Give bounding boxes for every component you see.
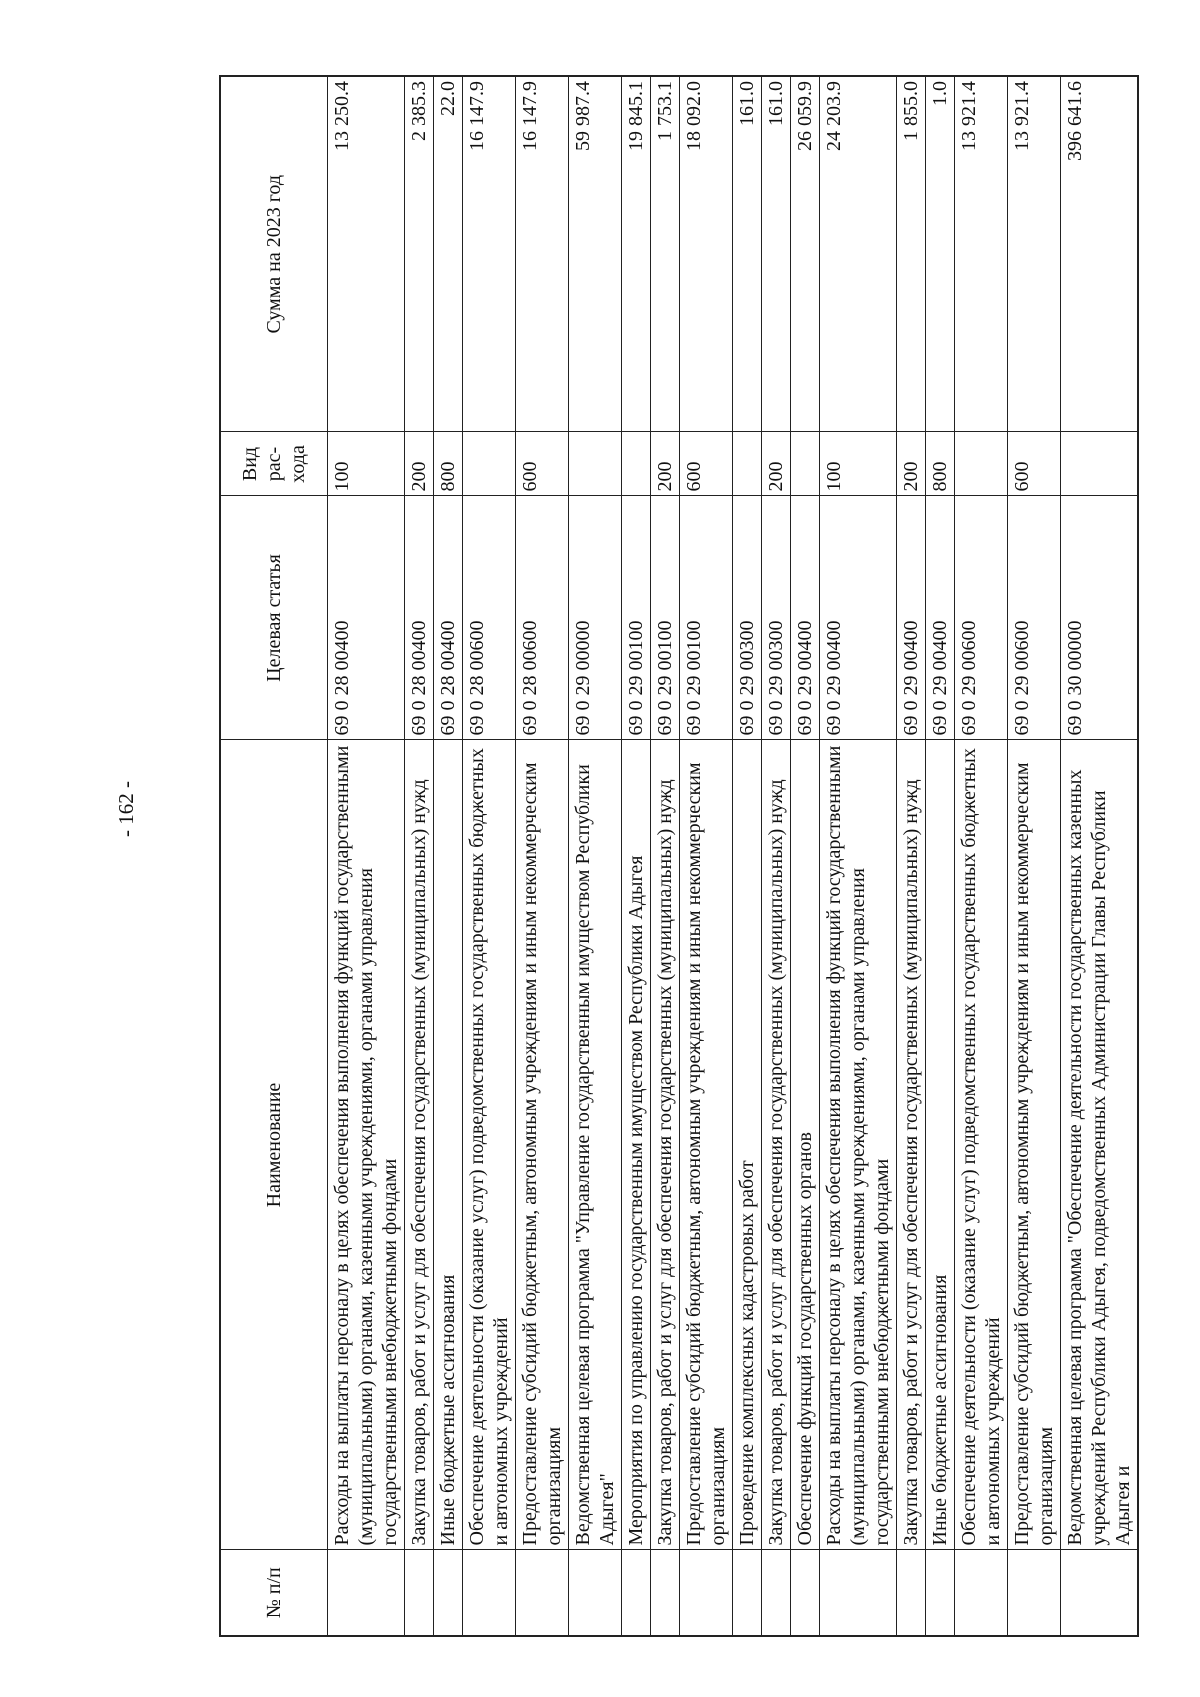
- cell-name: Мероприятия по управлению государственным имуществом Республики Адыгея: [622, 740, 651, 1550]
- cell-sum: 13 921.4: [955, 76, 1008, 432]
- cell-name: Ведомственная целевая программа "Обеспечение деятельности государственных казенных учреждений Республики Адыгея, подведомственных Администрации Главы Республики Адыгея и: [1061, 740, 1139, 1550]
- cell-code: 69 0 28 00400: [405, 496, 434, 740]
- cell-name: Расходы на выплаты персоналу в целях обеспечения выполнения функций государственными (муниципальными) органами, казенными учреждениями, органами управления государственными внебюджетными фондами: [328, 740, 405, 1550]
- cell-type: 200: [405, 432, 434, 496]
- cell-name: Иные бюджетные ассигнования: [434, 740, 463, 1550]
- cell-num: [820, 1550, 897, 1636]
- cell-name: Проведение комплексных кадастровых работ: [733, 740, 762, 1550]
- cell-code: 69 0 29 00100: [680, 496, 733, 740]
- cell-sum: 396 641.6: [1061, 76, 1139, 432]
- table-row: [569, 76, 622, 1636]
- cell-type: 200: [762, 432, 791, 496]
- cell-name: Закупка товаров, работ и услуг для обеспечения государственных (муниципальных) нужд: [897, 740, 926, 1550]
- cell-code: 69 0 29 00600: [1008, 496, 1061, 740]
- cell-type: 600: [680, 432, 733, 496]
- cell-code: 69 0 29 00300: [762, 496, 791, 740]
- cell-sum: 19 845.1: [622, 76, 651, 432]
- cell-code: 69 0 29 00100: [622, 496, 651, 740]
- cell-code: 69 0 28 00400: [328, 496, 405, 740]
- cell-code: 69 0 29 00400: [897, 496, 926, 740]
- cell-sum: 13 921.4: [1008, 76, 1061, 432]
- cell-code: 69 0 29 00400: [926, 496, 955, 740]
- cell-name: Предоставление субсидий бюджетным, автономным учреждениям и иным некоммерческим организациям: [1008, 740, 1061, 1550]
- cell-num: [791, 1550, 820, 1636]
- table-row: [680, 76, 733, 1636]
- cell-sum: 59 987.4: [569, 76, 622, 432]
- cell-sum: 13 250.4: [328, 76, 405, 432]
- cell-name: Обеспечение деятельности (оказание услуг) подведомственных государственных бюджетных и автономных учреждений: [955, 740, 1008, 1550]
- table-row: [926, 76, 955, 1636]
- table-row: [733, 76, 762, 1636]
- cell-type: 800: [434, 432, 463, 496]
- cell-sum: 161.0: [733, 76, 762, 432]
- table-row: [463, 76, 516, 1636]
- cell-code: 69 0 28 00600: [516, 496, 569, 740]
- cell-code: 69 0 30 00000: [1061, 496, 1139, 740]
- cell-sum: 161.0: [762, 76, 791, 432]
- table-row: [651, 76, 680, 1636]
- cell-num: [651, 1550, 680, 1636]
- cell-type: [733, 432, 762, 496]
- header-num: № п/п: [220, 1550, 328, 1636]
- table-row: [1008, 76, 1061, 1636]
- cell-sum: 2 385.3: [405, 76, 434, 432]
- table-header-row: [220, 76, 328, 1636]
- cell-type: 200: [897, 432, 926, 496]
- cell-code: 69 0 29 00600: [955, 496, 1008, 740]
- cell-name: Ведомственная целевая программа "Управление государственным имуществом Республики Адыгея": [569, 740, 622, 1550]
- cell-type: [463, 432, 516, 496]
- cell-name: Обеспечение деятельности (оказание услуг) подведомственных государственных бюджетных и автономных учреждений: [463, 740, 516, 1550]
- cell-num: [328, 1550, 405, 1636]
- table-row: [516, 76, 569, 1636]
- cell-num: [926, 1550, 955, 1636]
- cell-sum: 1.0: [926, 76, 955, 432]
- cell-sum: 26 059.9: [791, 76, 820, 432]
- cell-name: Расходы на выплаты персоналу в целях обеспечения выполнения функций государственными (муниципальными) органами, казенными учреждениями, органами управления государственными внебюджетными фондами: [820, 740, 897, 1550]
- cell-num: [434, 1550, 463, 1636]
- cell-sum: 24 203.9: [820, 76, 897, 432]
- cell-code: 69 0 29 00000: [569, 496, 622, 740]
- cell-type: 800: [926, 432, 955, 496]
- cell-code: 69 0 29 00300: [733, 496, 762, 740]
- header-type: Вид рас-хода: [220, 432, 328, 496]
- page-number: - 162 -: [114, 781, 138, 837]
- cell-num: [733, 1550, 762, 1636]
- cell-code: 69 0 29 00400: [820, 496, 897, 740]
- cell-num: [762, 1550, 791, 1636]
- cell-sum: 18 092.0: [680, 76, 733, 432]
- budget-table: [219, 75, 1139, 1637]
- cell-code: 69 0 28 00400: [434, 496, 463, 740]
- cell-type: 600: [1008, 432, 1061, 496]
- cell-sum: 1 753.1: [651, 76, 680, 432]
- cell-num: [680, 1550, 733, 1636]
- cell-type: 600: [516, 432, 569, 496]
- table-row: [762, 76, 791, 1636]
- table-row: [1061, 76, 1139, 1636]
- cell-type: 200: [651, 432, 680, 496]
- cell-type: [1061, 432, 1139, 496]
- cell-code: 69 0 29 00100: [651, 496, 680, 740]
- cell-type: 100: [820, 432, 897, 496]
- table-row: [897, 76, 926, 1636]
- table-row: [434, 76, 463, 1636]
- cell-code: 69 0 29 00400: [791, 496, 820, 740]
- cell-num: [405, 1550, 434, 1636]
- table-row: [405, 76, 434, 1636]
- table-row: [328, 76, 405, 1636]
- cell-type: [955, 432, 1008, 496]
- cell-code: 69 0 28 00600: [463, 496, 516, 740]
- table-row: [791, 76, 820, 1636]
- cell-type: [569, 432, 622, 496]
- cell-num: [463, 1550, 516, 1636]
- cell-num: [897, 1550, 926, 1636]
- cell-name: Иные бюджетные ассигнования: [926, 740, 955, 1550]
- cell-name: Закупка товаров, работ и услуг для обеспечения государственных (муниципальных) нужд: [405, 740, 434, 1550]
- cell-num: [569, 1550, 622, 1636]
- cell-type: [622, 432, 651, 496]
- cell-type: 100: [328, 432, 405, 496]
- cell-num: [622, 1550, 651, 1636]
- cell-num: [1061, 1550, 1139, 1636]
- cell-num: [1008, 1550, 1061, 1636]
- cell-name: Закупка товаров, работ и услуг для обеспечения государственных (муниципальных) нужд: [651, 740, 680, 1550]
- table-row: [820, 76, 897, 1636]
- cell-sum: 16 147.9: [463, 76, 516, 432]
- cell-name: Предоставление субсидий бюджетным, автономным учреждениям и иным некоммерческим организациям: [680, 740, 733, 1550]
- cell-name: Закупка товаров, работ и услуг для обеспечения государственных (муниципальных) нужд: [762, 740, 791, 1550]
- cell-type: [791, 432, 820, 496]
- cell-num: [955, 1550, 1008, 1636]
- header-sum: Сумма на 2023 год: [220, 76, 328, 432]
- cell-num: [516, 1550, 569, 1636]
- header-code: Целевая статья: [220, 496, 328, 740]
- cell-name: Обеспечение функций государственных органов: [791, 740, 820, 1550]
- budget-table-sheet: [219, 77, 1134, 1637]
- table-row: [955, 76, 1008, 1636]
- table-row: [622, 76, 651, 1636]
- cell-sum: 1 855.0: [897, 76, 926, 432]
- cell-name: Предоставление субсидий бюджетным, автономным учреждениям и иным некоммерческим организациям: [516, 740, 569, 1550]
- header-name: Наименование: [220, 740, 328, 1550]
- cell-sum: 16 147.9: [516, 76, 569, 432]
- cell-sum: 22.0: [434, 76, 463, 432]
